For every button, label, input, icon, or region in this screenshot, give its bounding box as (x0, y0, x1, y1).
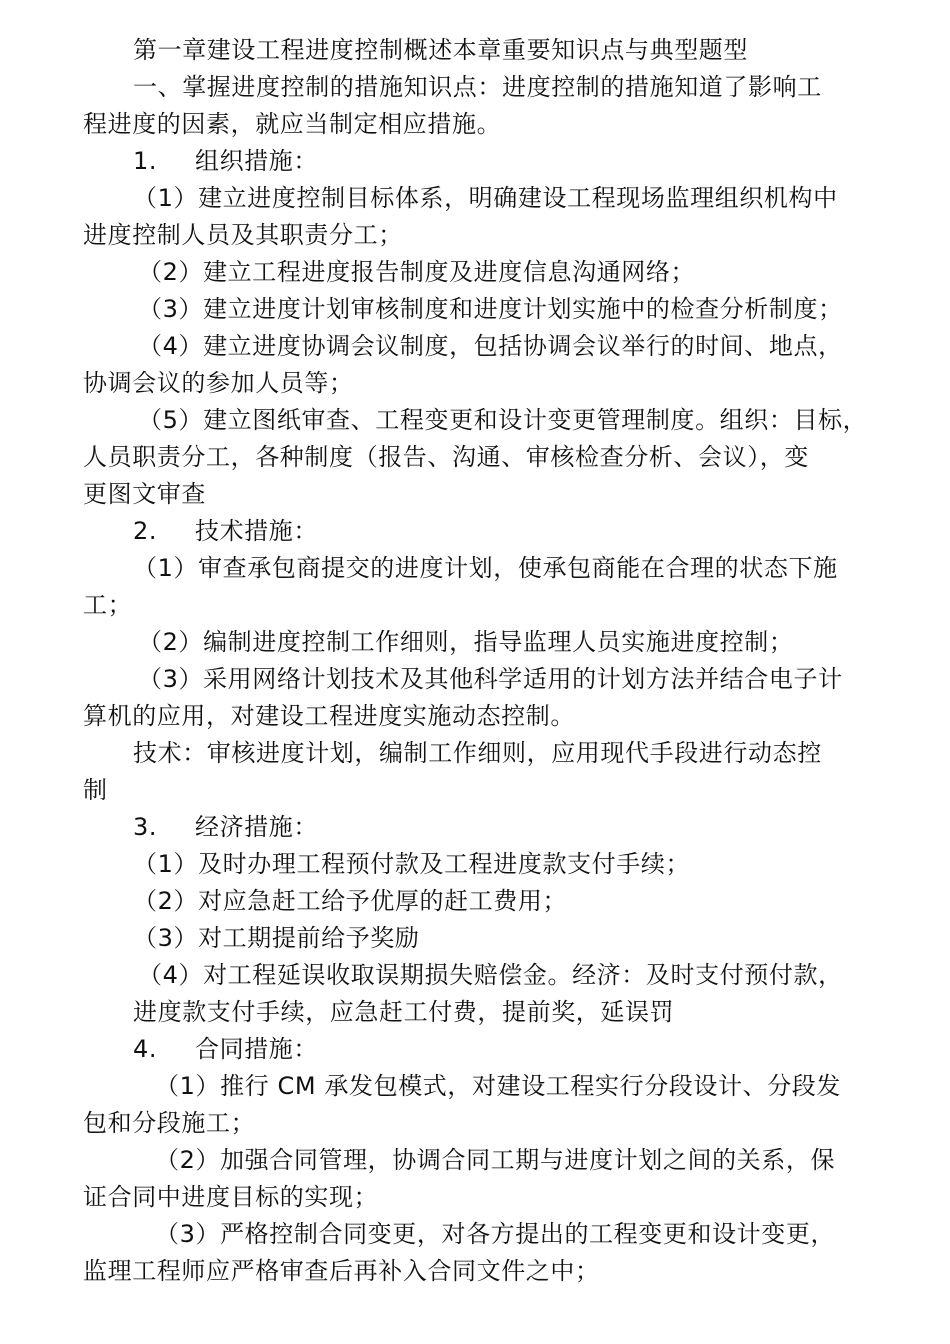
text-line (133, 146, 318, 176)
text-line: 算机的应用，对建设工程进度实施动态控制。 (83, 702, 575, 730)
text-line: （1）及时办理工程预付款及工程进度款支付手续； (133, 850, 691, 878)
text-line: （2）加强合同管理，协调合同工期与进度计划之间的关系，保 (155, 1146, 836, 1174)
text-line: （1）推行 CM 承发包模式，对建设工程实行分段设计、分段发 (155, 1072, 841, 1100)
text-line (133, 1034, 318, 1064)
list-heading: 合同措施： (195, 1035, 318, 1063)
list-heading: 技术措施： (195, 517, 318, 545)
list-number: 4. (133, 1035, 158, 1063)
text-line: 第一章建设工程进度控制概述本章重要知识点与典型题型 (133, 36, 748, 64)
list-heading: 经济措施： (195, 813, 318, 841)
text-line: （1）建立进度控制目标体系，明确建设工程现场监理组织机构中 (133, 184, 838, 212)
text-line: （3）采用网络计划技术及其他科学适用的计划方法并结合电子计 (138, 665, 843, 693)
text-line: 证合同中进度目标的实现； (83, 1183, 379, 1211)
text-line: 进度款支付手续，应急赶工付费，提前奖，延误罚 (133, 998, 675, 1026)
text-line: 进度控制人员及其职责分工； (83, 221, 403, 249)
text-line: （4）对工程延误收取误期损失赔偿金。经济：及时支付预付款， (138, 961, 843, 989)
text-line: （5）建立图纸审查、工程变更和设计变更管理制度。组织：目标， (138, 406, 868, 434)
text-line: 工； (83, 591, 133, 619)
text-line: 制 (83, 776, 108, 804)
list-number: 2. (133, 517, 158, 545)
text-line: 一、掌握进度控制的措施知识点：进度控制的措施知道了影响工 (133, 73, 822, 101)
text-line (133, 516, 318, 546)
list-number: 3. (133, 813, 158, 841)
text-line: 协调会议的参加人员等； (83, 369, 354, 397)
list-heading: 组织措施： (195, 147, 318, 175)
text-line: （2）建立工程进度报告制度及进度信息沟通网络； (138, 258, 696, 286)
text-line: 人员职责分工，各种制度（报告、沟通、审核检查分析、会议），变 (83, 443, 809, 471)
text-line: （2）对应急赶工给予优厚的赶工费用； (133, 887, 568, 915)
text-line: （3）建立进度计划审核制度和进度计划实施中的检查分析制度； (138, 295, 843, 323)
text-line: 更图文审查 (83, 480, 206, 508)
text-line: 监理工程师应严格审查后再补入合同文件之中； (83, 1257, 600, 1285)
text-line: 程进度的因素，就应当制定相应措施。 (83, 110, 502, 138)
text-line: （2）编制进度控制工作细则，指导监理人员实施进度控制； (138, 628, 794, 656)
list-number: 1. (133, 147, 158, 175)
text-line: （1）审查承包商提交的进度计划，使承包商能在合理的状态下施 (133, 554, 838, 582)
text-line: （4）建立进度协调会议制度，包括协调会议举行的时间、地点， (138, 332, 843, 360)
text-line: 包和分段施工； (83, 1109, 256, 1137)
text-line: （3）严格控制合同变更，对各方提出的工程变更和设计变更， (155, 1220, 836, 1248)
text-line: 技术：审核进度计划，编制工作细则，应用现代手段进行动态控 (133, 739, 822, 767)
text-line: （3）对工期提前给予奖励 (133, 924, 420, 952)
text-line (133, 812, 318, 842)
